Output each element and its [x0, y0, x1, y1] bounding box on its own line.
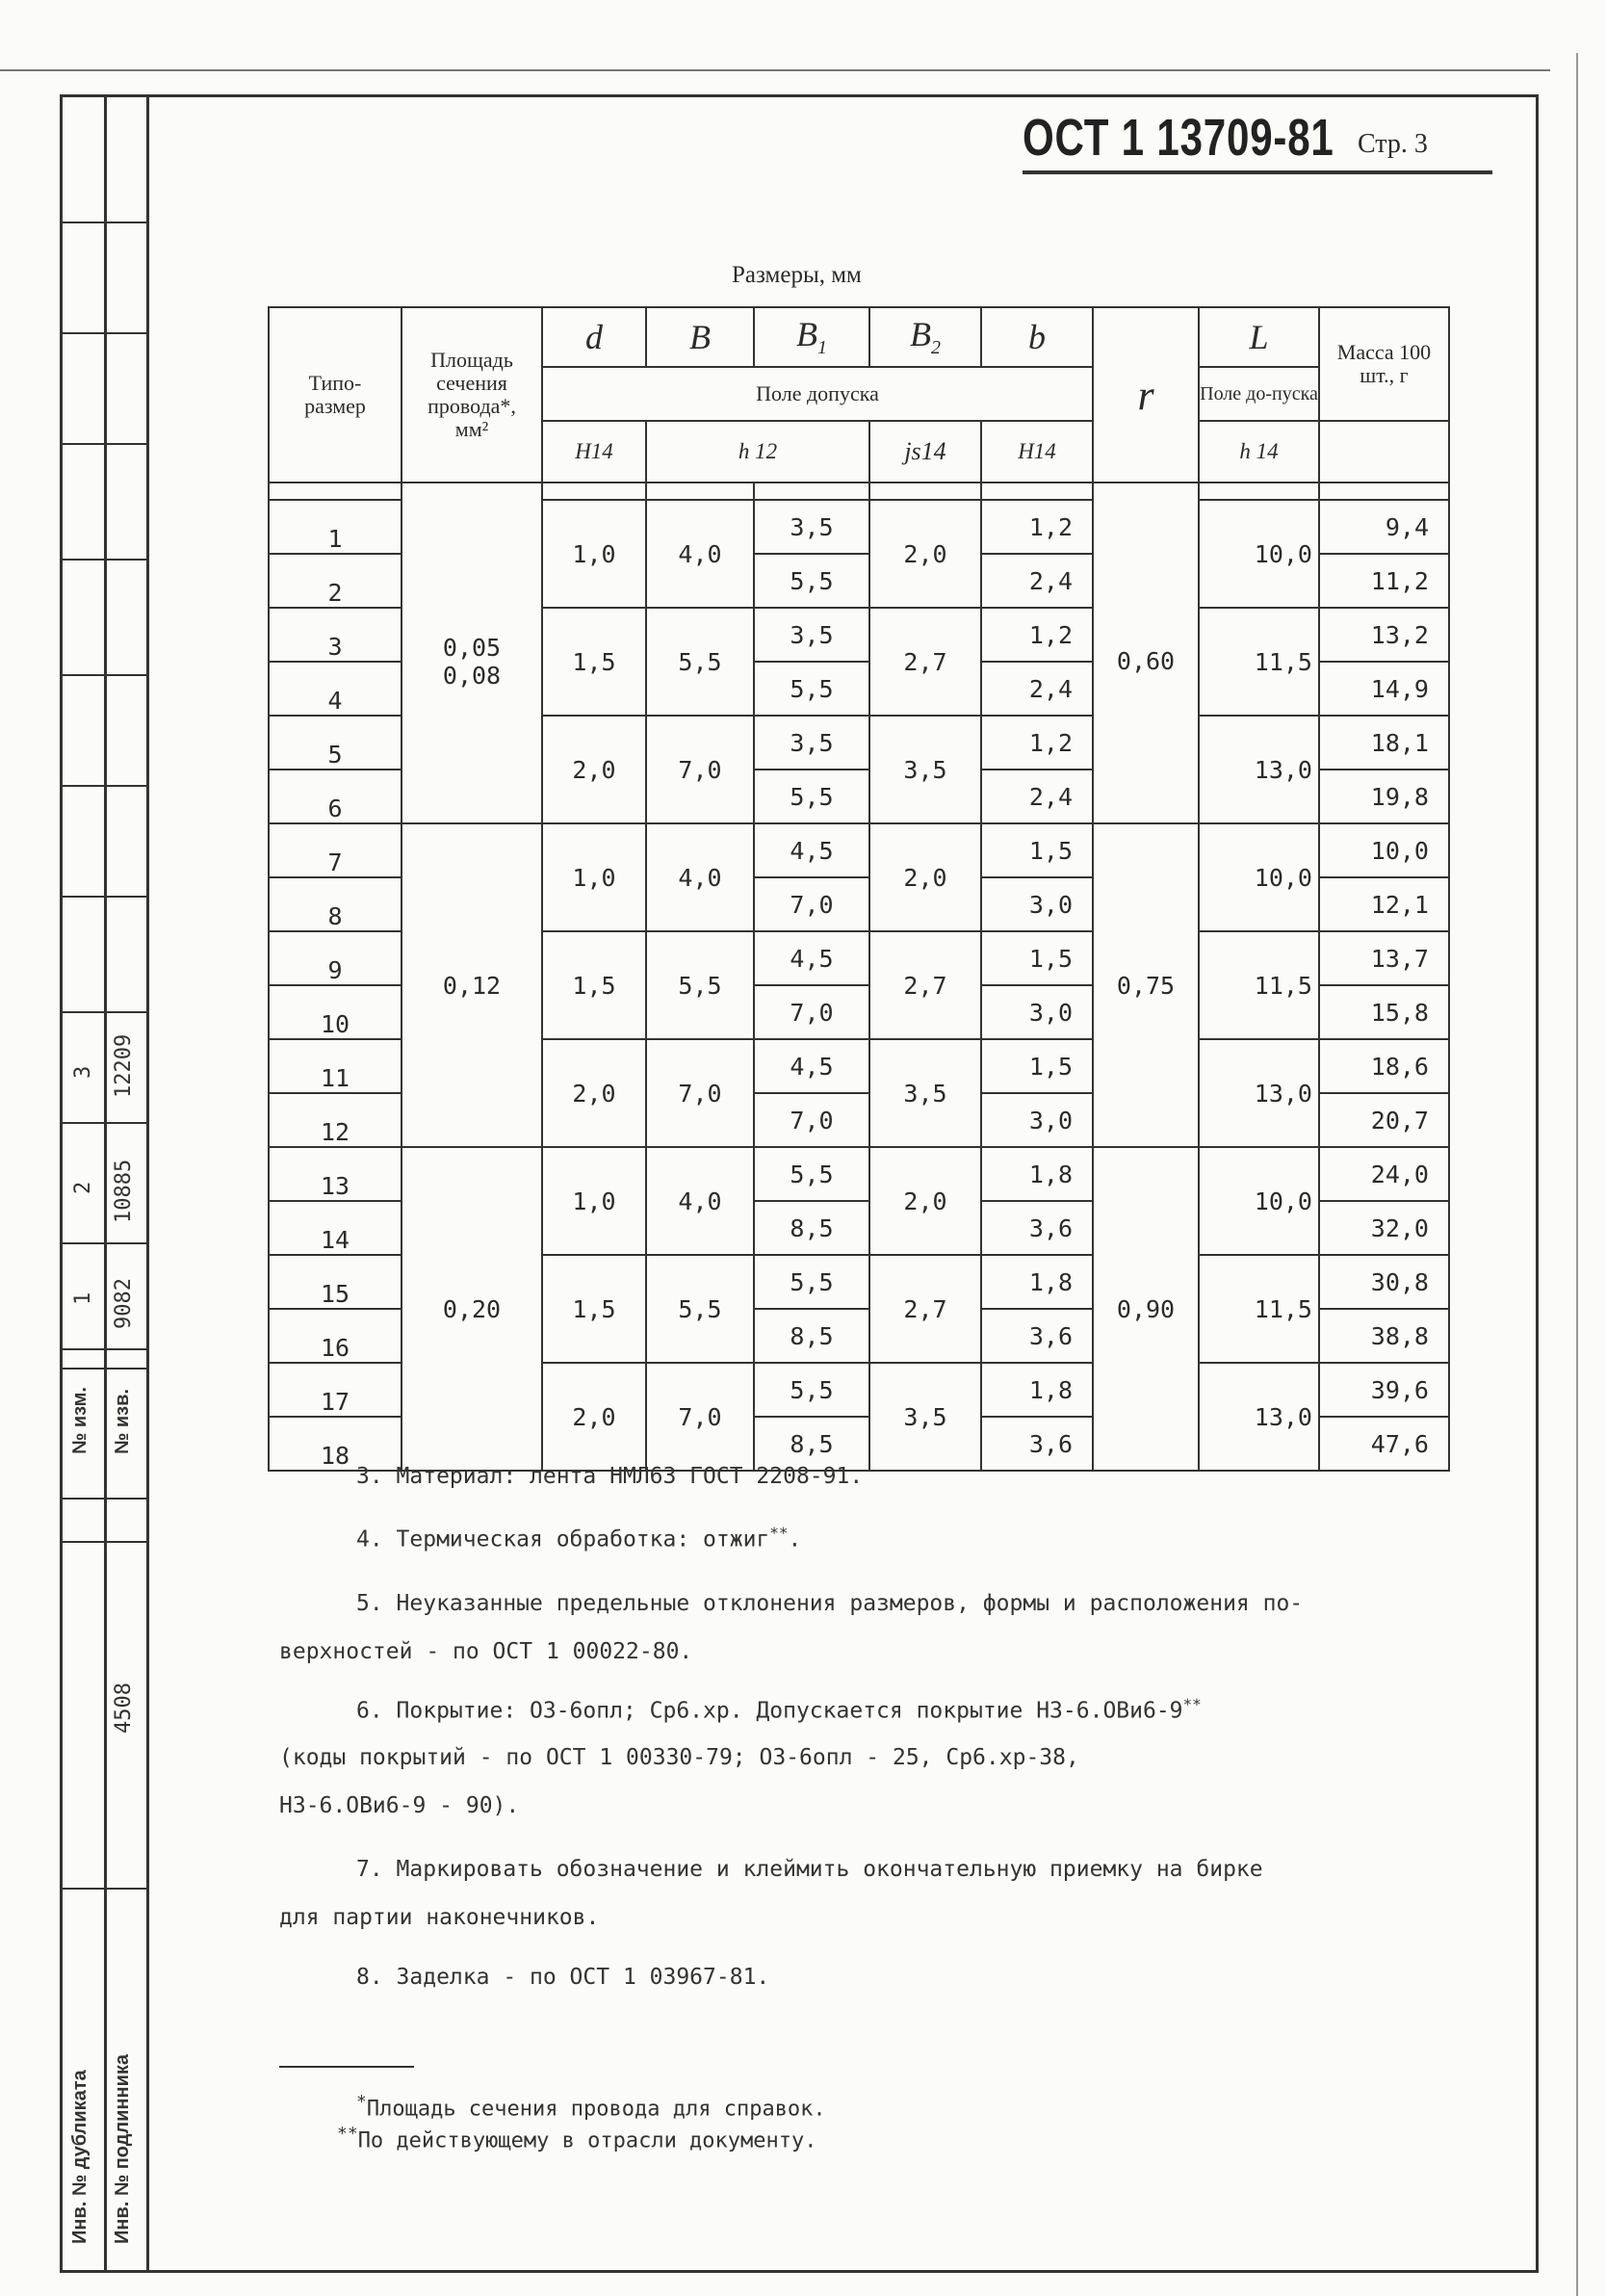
header-B1: $B_1$	[754, 307, 869, 367]
b-cell: 3,0	[981, 1093, 1093, 1147]
area-cell: 0,12	[402, 823, 542, 1147]
B1-cell: 5,5	[754, 770, 869, 823]
b-cell: 3,6	[981, 1309, 1093, 1363]
B2-cell: 2,0	[869, 500, 981, 608]
B2-cell: 3,5	[869, 1363, 981, 1471]
b-cell: 1,5	[981, 823, 1093, 877]
tol-B-B1: h 12	[646, 421, 869, 483]
dimensions-table	[268, 306, 1450, 1472]
footnote-rule	[279, 2066, 414, 2068]
B-cell: 7,0	[646, 1363, 754, 1471]
stamp-divider	[60, 1888, 148, 1890]
L-cell: 13,0	[1199, 1039, 1319, 1147]
mass-cell: 30,8	[1319, 1255, 1449, 1309]
header-B: B	[646, 307, 754, 367]
spacer-cell	[754, 483, 869, 500]
type-cell: 16	[269, 1309, 402, 1363]
type-cell: 12	[269, 1093, 402, 1147]
b-cell: 1,2	[981, 500, 1093, 554]
B-cell: 4,0	[646, 823, 754, 931]
B1-cell: 4,5	[754, 1039, 869, 1093]
B-cell: 5,5	[646, 608, 754, 716]
tol-B2: js14	[869, 421, 981, 483]
header-L-tolerance-field: Поле до-пуска	[1199, 367, 1319, 421]
stamp-divider	[60, 1011, 148, 1013]
frame-right	[1536, 94, 1539, 2273]
B2-cell: 2,0	[869, 823, 981, 931]
mass-cell: 38,8	[1319, 1309, 1449, 1363]
r-cell: 0,90	[1093, 1147, 1199, 1471]
b-cell: 1,2	[981, 608, 1093, 662]
d-cell: 1,0	[542, 823, 646, 931]
header-area: Площадь сечения провода*, мм²	[402, 307, 542, 483]
type-cell: 9	[269, 931, 402, 985]
mass-cell: 15,8	[1319, 985, 1449, 1039]
stamp-column-divider	[104, 94, 107, 2273]
note-7-line-2: для партии наконечников.	[279, 1905, 600, 1930]
document-number: ОСТ 1 13709-81	[1023, 109, 1334, 167]
L-cell: 11,5	[1199, 608, 1319, 716]
tol-b: H14	[981, 421, 1093, 483]
d-cell: 2,0	[542, 716, 646, 823]
type-cell: 1	[269, 500, 402, 554]
B1-cell: 8,5	[754, 1417, 869, 1471]
type-cell: 5	[269, 716, 402, 770]
mass-cell: 47,6	[1319, 1417, 1449, 1471]
b-cell: 1,8	[981, 1255, 1093, 1309]
B-cell: 4,0	[646, 1147, 754, 1255]
stamp-divider	[60, 1242, 148, 1244]
type-cell: 14	[269, 1201, 402, 1255]
original-inv-value: 4508	[112, 1683, 136, 1734]
header-d: d	[542, 307, 646, 367]
type-cell: 18	[269, 1417, 402, 1471]
stamp-divider	[60, 1498, 148, 1500]
note-6-line-2: (коды покрытий - по ОСТ 1 00330-79; О3-6опл - 25, Ср6.хр-38,	[279, 1745, 1079, 1770]
B1-cell: 5,5	[754, 1363, 869, 1417]
B1-cell: 3,5	[754, 500, 869, 554]
mass-cell: 14,9	[1319, 662, 1449, 716]
B2-cell: 3,5	[869, 716, 981, 823]
B1-cell: 7,0	[754, 1093, 869, 1147]
B1-cell: 4,5	[754, 931, 869, 985]
frame-left	[60, 94, 63, 2273]
mass-cell: 9,4	[1319, 500, 1449, 554]
type-cell: 10	[269, 985, 402, 1039]
b-cell: 1,8	[981, 1147, 1093, 1201]
mass-cell: 11,2	[1319, 554, 1449, 608]
header-L: L	[1199, 307, 1319, 367]
stamp-divider	[60, 222, 148, 223]
type-cell: 13	[269, 1147, 402, 1201]
table-row	[269, 1147, 1449, 1201]
type-cell: 8	[269, 877, 402, 931]
notice-no-10885: 10885	[112, 1159, 136, 1223]
d-cell: 1,0	[542, 1147, 646, 1255]
L-cell: 13,0	[1199, 716, 1319, 823]
mass-cell: 13,7	[1319, 931, 1449, 985]
type-cell: 17	[269, 1363, 402, 1417]
B1-cell: 3,5	[754, 716, 869, 770]
spacer-cell	[269, 483, 402, 500]
type-cell: 15	[269, 1255, 402, 1309]
type-cell: 3	[269, 608, 402, 662]
mass-cell: 10,0	[1319, 823, 1449, 877]
page-label: Стр. 3	[1358, 129, 1428, 159]
header-mass: Масса 100 шт., г	[1319, 307, 1449, 421]
change-no-3: 3	[71, 1065, 95, 1079]
spacer-cell	[646, 483, 754, 500]
spacer-row	[269, 483, 1449, 500]
stamp-divider	[60, 1541, 148, 1543]
d-cell: 1,5	[542, 608, 646, 716]
original-inv-label: Инв. № подлинника	[112, 2053, 133, 2244]
stamp-inner-edge	[146, 94, 149, 2273]
note-8: 8. Заделка - по ОСТ 1 03967-81.	[356, 1965, 770, 1990]
spacer-cell	[1199, 483, 1319, 500]
B1-cell: 4,5	[754, 823, 869, 877]
spacer-cell	[981, 483, 1093, 500]
B1-cell: 5,5	[754, 1147, 869, 1201]
r-cell: 0,60	[1093, 500, 1199, 823]
type-cell: 4	[269, 662, 402, 716]
B2-cell: 2,7	[869, 931, 981, 1039]
mass-unit-cell	[1319, 421, 1449, 483]
duplicate-inv-label: Инв. № дубликата	[69, 2070, 91, 2244]
top-border	[0, 69, 1550, 71]
notice-no-9082: 9082	[112, 1278, 136, 1329]
notice-no-12209: 12209	[112, 1033, 136, 1098]
stamp-divider	[60, 674, 148, 676]
tol-d: H14	[542, 421, 646, 483]
L-cell: 10,0	[1199, 1147, 1319, 1255]
change-no-label: № изм.	[69, 1387, 91, 1454]
footnote-2: **По действующему в отрасли документу.	[337, 2124, 817, 2153]
B-cell: 7,0	[646, 716, 754, 823]
B1-cell: 3,5	[754, 608, 869, 662]
header-r: r	[1093, 307, 1199, 483]
type-cell: 11	[269, 1039, 402, 1093]
b-cell: 3,0	[981, 877, 1093, 931]
area-cell: 0,20	[402, 1147, 542, 1471]
change-no-2: 2	[71, 1181, 95, 1194]
spacer-cell	[1093, 483, 1199, 500]
d-cell: 2,0	[542, 1363, 646, 1471]
table-row	[269, 500, 1449, 554]
mass-cell: 13,2	[1319, 608, 1449, 662]
note-3: 3. Материал: лента НМЛ63 ГОСТ 2208-91.	[356, 1464, 864, 1489]
type-cell: 2	[269, 554, 402, 608]
B1-cell: 8,5	[754, 1201, 869, 1255]
d-cell: 1,5	[542, 931, 646, 1039]
d-cell: 1,5	[542, 1255, 646, 1363]
d-cell: 2,0	[542, 1039, 646, 1147]
header-underline	[1023, 170, 1492, 174]
B2-cell: 2,7	[869, 608, 981, 716]
b-cell: 3,6	[981, 1417, 1093, 1471]
r-cell: 0,75	[1093, 823, 1199, 1147]
B1-cell: 5,5	[754, 662, 869, 716]
d-cell: 1,0	[542, 500, 646, 608]
stamp-divider	[60, 1348, 148, 1350]
tol-L: h 14	[1199, 421, 1319, 483]
header-B2: $B_2$	[869, 307, 981, 367]
stamp-divider	[60, 896, 148, 898]
stamp-divider	[60, 1368, 148, 1370]
B1-cell: 8,5	[754, 1309, 869, 1363]
b-cell: 2,4	[981, 662, 1093, 716]
stamp-divider	[60, 785, 148, 787]
B1-cell: 5,5	[754, 1255, 869, 1309]
mass-cell: 18,6	[1319, 1039, 1449, 1093]
L-cell: 11,5	[1199, 1255, 1319, 1363]
table-caption: Размеры, мм	[732, 262, 862, 288]
mass-cell: 18,1	[1319, 716, 1449, 770]
b-cell: 3,6	[981, 1201, 1093, 1255]
type-cell: 7	[269, 823, 402, 877]
mass-cell: 12,1	[1319, 877, 1449, 931]
header-tolerance-field: Поле допуска	[542, 367, 1093, 421]
B1-cell: 7,0	[754, 877, 869, 931]
B-cell: 5,5	[646, 1255, 754, 1363]
frame-bottom	[60, 2270, 1538, 2273]
note-4: 4. Термическая обработка: отжиг**.	[356, 1524, 802, 1552]
page-edge-right	[1576, 53, 1578, 2296]
notice-no-label: № изв.	[112, 1389, 133, 1454]
B-cell: 5,5	[646, 931, 754, 1039]
B-cell: 7,0	[646, 1039, 754, 1147]
change-no-1: 1	[71, 1292, 95, 1305]
frame-top	[60, 94, 1538, 97]
area-cell: 0,05 0,08	[402, 500, 542, 823]
stamp-divider	[60, 443, 148, 445]
stamp-divider	[60, 332, 148, 334]
header-b: b	[981, 307, 1093, 367]
footnote-1: *Площадь сечения провода для справок.	[356, 2092, 826, 2122]
B2-cell: 3,5	[869, 1039, 981, 1147]
spacer-cell	[1319, 483, 1449, 500]
mass-cell: 32,0	[1319, 1201, 1449, 1255]
mass-cell: 39,6	[1319, 1363, 1449, 1417]
header-row	[269, 307, 1449, 367]
stamp-divider	[60, 1122, 148, 1124]
note-5-line-1: 5. Неуказанные предельные отклонения размеров, формы и расположения по-	[356, 1591, 1304, 1616]
header-type: Типо-размер	[269, 307, 402, 483]
L-cell: 10,0	[1199, 823, 1319, 931]
b-cell: 2,4	[981, 770, 1093, 823]
mass-cell: 24,0	[1319, 1147, 1449, 1201]
mass-cell: 19,8	[1319, 770, 1449, 823]
B2-cell: 2,7	[869, 1255, 981, 1363]
B2-cell: 2,0	[869, 1147, 981, 1255]
b-cell: 2,4	[981, 554, 1093, 608]
b-cell: 1,5	[981, 1039, 1093, 1093]
b-cell: 1,5	[981, 931, 1093, 985]
note-7-line-1: 7. Маркировать обозначение и клеймить окончательную приемку на бирке	[356, 1857, 1263, 1882]
table-row	[269, 823, 1449, 877]
note-6-line-3: Н3-6.ОВи6-9 - 90).	[279, 1793, 520, 1818]
B1-cell: 5,5	[754, 554, 869, 608]
b-cell: 1,8	[981, 1363, 1093, 1417]
B-cell: 4,0	[646, 500, 754, 608]
type-cell: 6	[269, 770, 402, 823]
b-cell: 1,2	[981, 716, 1093, 770]
B1-cell: 7,0	[754, 985, 869, 1039]
mass-cell: 20,7	[1319, 1093, 1449, 1147]
spacer-cell	[402, 483, 542, 500]
note-6-line-1: 6. Покрытие: О3-6опл; Ср6.хр. Допускается покрытие Н3-6.ОВи6-9**	[356, 1695, 1202, 1724]
stamp-divider	[60, 559, 148, 561]
note-5-line-2: верхностей - по ОСТ 1 00022-80.	[279, 1639, 693, 1664]
spacer-cell	[542, 483, 646, 500]
L-cell: 11,5	[1199, 931, 1319, 1039]
spacer-cell	[869, 483, 981, 500]
b-cell: 3,0	[981, 985, 1093, 1039]
L-cell: 10,0	[1199, 500, 1319, 608]
L-cell: 13,0	[1199, 1363, 1319, 1471]
